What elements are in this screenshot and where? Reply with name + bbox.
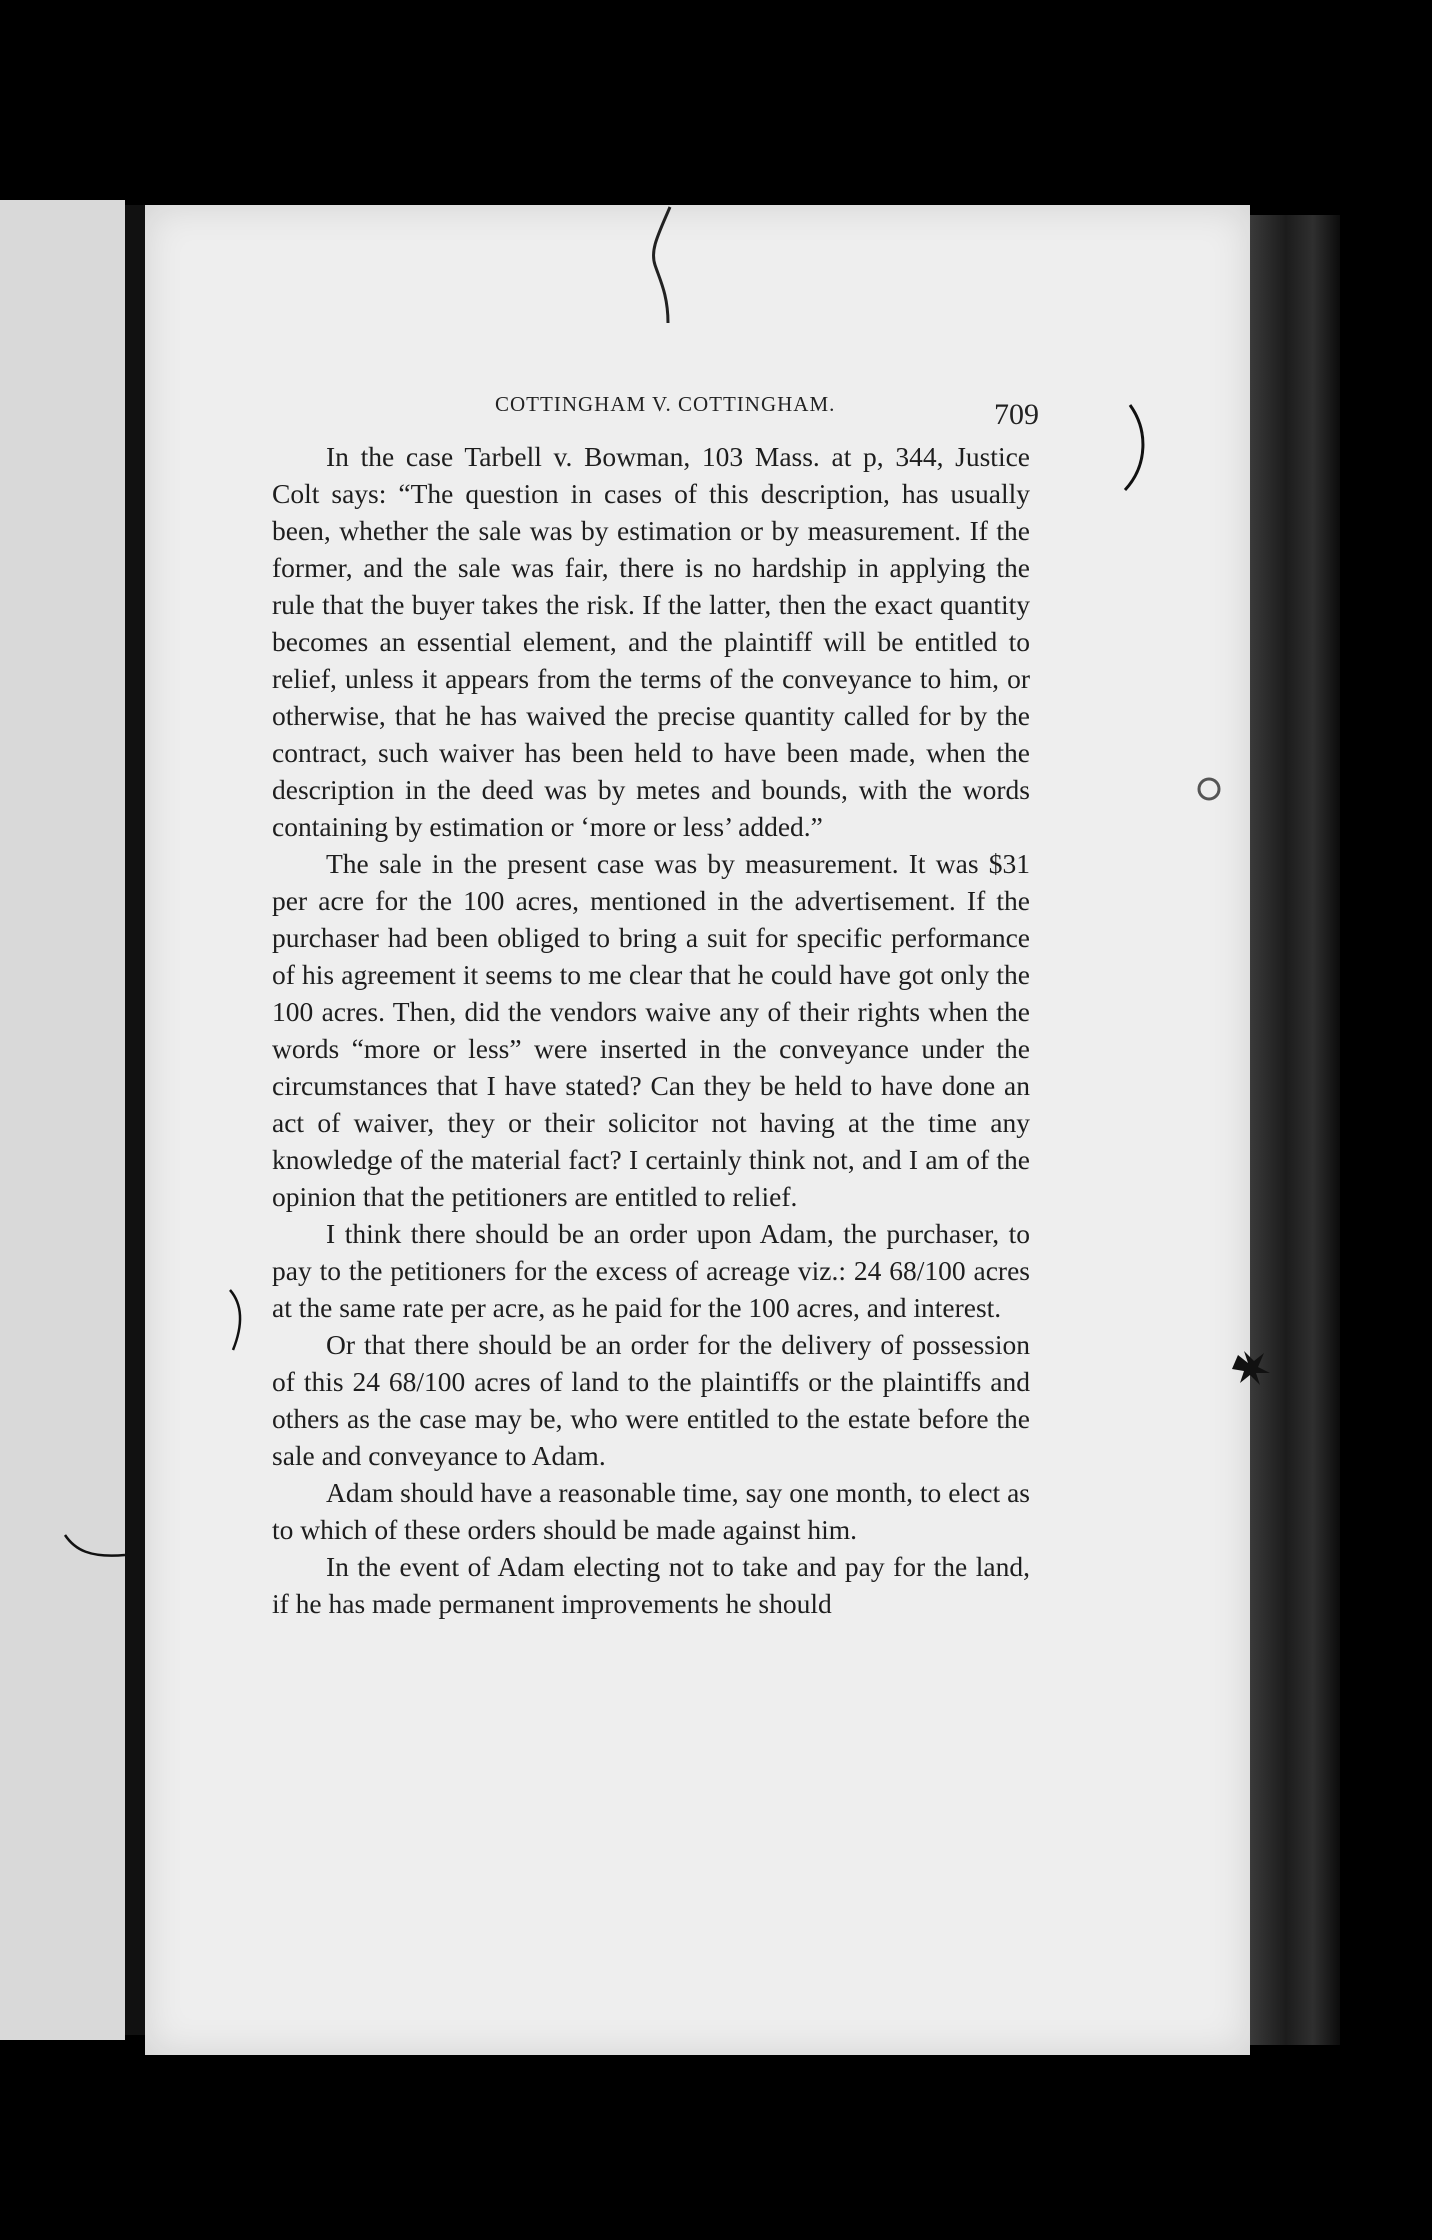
paragraph: Or that there should be an order for the delivery of possession of this 24 68/100 acres of land to the plaintiffs or the plaintiffs and others as the case may be, who were entitled to the estate before the sale and conveyance to Adam.	[272, 1329, 1030, 1471]
margin-hook-mark	[60, 1530, 130, 1570]
margin-bracket-mark	[225, 1285, 255, 1355]
running-title: COTTINGHAM V. COTTINGHAM.	[495, 392, 836, 416]
paragraph: The sale in the present case was by measurement. It was $31 per acre for the 100 acres, mentioned in the advertisement. If the purchaser had been obliged to bring a suit for specific performance of his agreement it seems to me clear that he could have got only the 100 acres. Then, did the vendors waive any of their rights when the words “more or less” were inserted in the conveyance under the circumstances that I have stated? Can they be held to have done an act of waiver, they or their solicitor not having at the time any knowledge of the material fact? I certainly think not, and I am of the opinion that the petitioners are entitled to relief.	[272, 848, 1030, 1212]
ink-blot-mark	[1230, 1345, 1274, 1389]
margin-bracket-mark	[1120, 400, 1160, 500]
book-gutter	[125, 205, 145, 2035]
paragraph: Adam should have a reasonable time, say one month, to elect as to which of these orders should be made against him.	[272, 1477, 1030, 1545]
paper-fleck-mark	[1195, 775, 1223, 803]
page-number: 709	[994, 398, 1039, 431]
paragraph: I think there should be an order upon Adam, the purchaser, to pay to the petitioners for the excess of acreage viz.: 24 68/100 acres at the same rate per acre, as he paid for the 100 acres, and interest.	[272, 1218, 1030, 1323]
page-stack-edge	[1250, 215, 1340, 2045]
paragraph: In the case Tarbell v. Bowman, 103 Mass. at p, 344, Justice Colt says: “The question in cases of this description, has usually been, whether the sale was by estimation or by measurement. If the former, and the sale was fair, there is no hardship in applying the rule that the buyer takes the risk. If the latter, then the exact quantity becomes an essential element, and the plaintiff will be entitled to relief, unless it appears from the terms of the conveyance to him, or otherwise, that he has waived the precise quantity called for by the contract, such waiver has been held to have been made, when the description in the deed was by metes and bounds, with the words containing by estimation or ‘more or less’ added.”	[272, 441, 1030, 842]
body-text	[272, 438, 1030, 1622]
paragraph: In the event of Adam electing not to take and pay for the land, if he has made permanent improvements he should	[272, 1551, 1030, 1619]
bookmark-ribbon-mark	[640, 205, 680, 325]
facing-page-edge	[0, 200, 125, 2040]
